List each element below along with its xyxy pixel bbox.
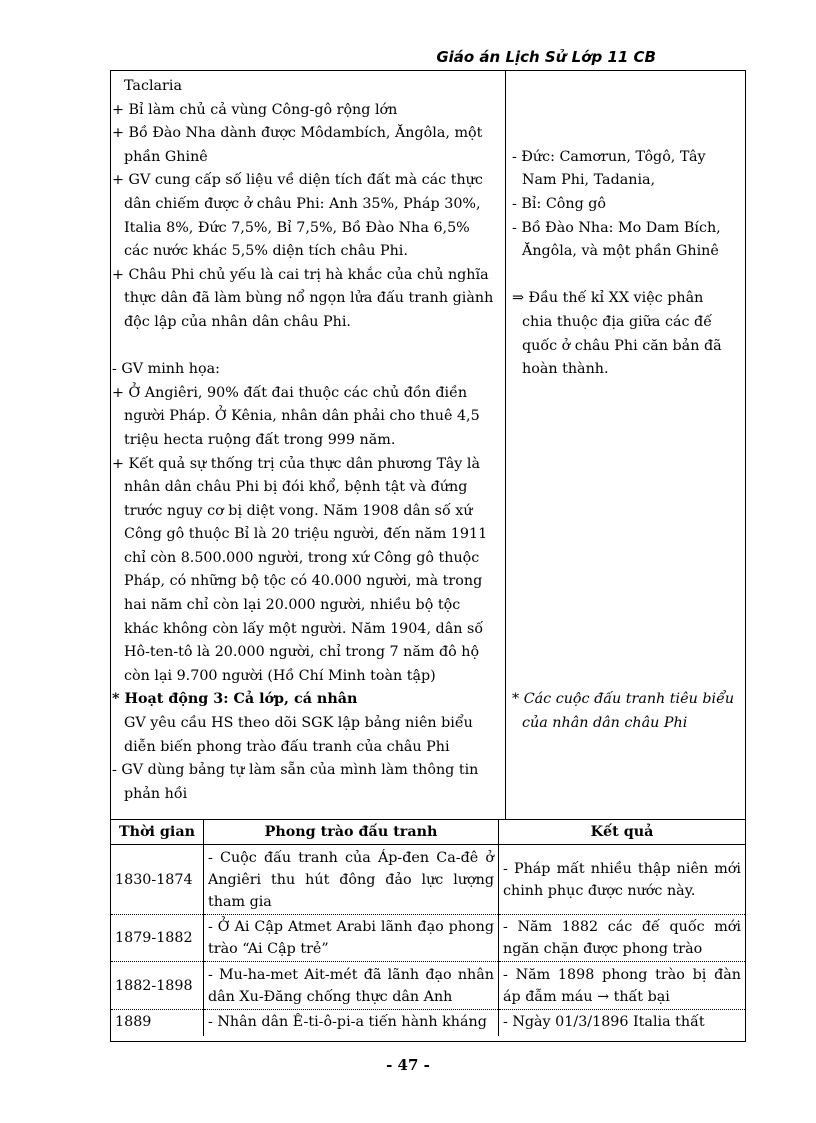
left-text-line: GV yêu cầu HS theo dõi SGK lập bảng niên biểu bbox=[124, 715, 473, 732]
left-text-line: dân chiếm được ở châu Phi: Anh 35%, Pháp 30%, bbox=[124, 195, 481, 212]
page-header-title: Giáo án Lịch Sử Lớp 11 CB bbox=[436, 48, 656, 66]
right-text-line bbox=[512, 665, 742, 689]
row-movement: - Mu-ha-met Ait-mét đã lãnh đạo nhân dân Xu-Đăng chống thực dân Anh bbox=[204, 962, 499, 1010]
left-column bbox=[112, 75, 500, 806]
left-text-line: nhân dân châu Phi bị đói khổ, bệnh tật và đứng bbox=[124, 479, 468, 496]
left-text-line: + Châu Phi chủ yếu là cai trị hà khắc của chủ nghĩa bbox=[112, 266, 489, 283]
left-text-line: triệu hecta ruộng đất trong 999 năm. bbox=[124, 431, 396, 448]
column-divider bbox=[505, 70, 506, 820]
right-text-line bbox=[512, 618, 742, 642]
left-text-line: Pháp, có những bộ tộc có 40.000 người, mà trong bbox=[124, 573, 483, 590]
right-text-line bbox=[512, 641, 742, 665]
table-row bbox=[111, 845, 746, 915]
table-row bbox=[111, 1010, 746, 1036]
left-text-line: diễn biến phong trào đấu tranh của châu Phi bbox=[124, 738, 450, 755]
right-text-line: của nhân dân châu Phi bbox=[522, 715, 688, 732]
right-text-line bbox=[512, 453, 742, 477]
right-text-line: ⇒ Đầu thế kỉ XX việc phân bbox=[512, 290, 704, 307]
left-text-line: - GV dùng bảng tự làm sẵn của mình làm thông tin bbox=[112, 762, 479, 779]
left-text-line: + Ở Angiêri, 90% đất đai thuộc các chủ đồn điền bbox=[112, 384, 468, 401]
right-text-line bbox=[512, 405, 742, 429]
header-result: Kết quả bbox=[499, 820, 746, 845]
right-text-line bbox=[512, 594, 742, 618]
right-text-line bbox=[512, 75, 742, 99]
table-row bbox=[111, 962, 746, 1010]
header-time: Thời gian bbox=[111, 820, 204, 845]
page-number: - 47 - bbox=[386, 1056, 430, 1074]
right-text-line bbox=[512, 476, 742, 500]
left-text-line: độc lập của nhân dân châu Phi. bbox=[124, 313, 351, 330]
table-header-row bbox=[111, 820, 746, 845]
right-text-line: hoàn thành. bbox=[522, 361, 609, 378]
left-text-line: hai năm chỉ còn lại 20.000 người, nhiều bộ tộc bbox=[124, 597, 461, 614]
left-text-line: các nước khác 5,5% diện tích châu Phi. bbox=[124, 243, 408, 260]
left-text-line: * Hoạt động 3: Cả lớp, cá nhân bbox=[112, 691, 358, 708]
right-text-line bbox=[512, 500, 742, 524]
right-text-line: - Đức: Camơrun, Tôgô, Tây bbox=[512, 148, 706, 165]
left-text-line: Taclaria bbox=[124, 78, 182, 94]
right-text-line: quốc ở châu Phi căn bản đã bbox=[522, 337, 722, 354]
right-text-line: Nam Phi, Tadania, bbox=[522, 172, 656, 189]
row-time: 1882-1898 bbox=[111, 962, 204, 1010]
row-result: - Ngày 01/3/1896 Italia thất bbox=[499, 1010, 746, 1036]
row-movement: - Cuộc đấu tranh của Áp-đen Ca-đê ở Angiêri thu hút đông đảo lực lượng tham gia bbox=[204, 845, 499, 915]
left-text-line: chỉ còn 8.500.000 người, trong xứ Công gô thuộc bbox=[124, 549, 480, 566]
left-text-line: thực dân đã làm bùng nổ ngọn lửa đấu tranh giành bbox=[124, 290, 494, 307]
uprising-table bbox=[110, 819, 746, 1036]
right-text-line bbox=[512, 122, 742, 146]
left-text-line: còn lại 9.700 người (Hồ Chí Minh toàn tập) bbox=[124, 667, 436, 684]
left-text-line: Công gô thuộc Bỉ là 20 triệu người, đến năm 1911 bbox=[124, 526, 488, 543]
row-result: - Năm 1882 các đế quốc mới ngăn chặn được phong trào bbox=[499, 915, 746, 962]
left-text-line: + Kết quả sự thống trị của thực dân phương Tây là bbox=[112, 455, 480, 472]
right-text-line bbox=[512, 429, 742, 453]
left-text-line: Italia 8%, Đức 7,5%, Bỉ 7,5%, Bồ Đào Nha 6,5% bbox=[124, 219, 470, 236]
left-text-line: + GV cung cấp số liệu về diện tích đất mà các thực bbox=[112, 172, 483, 189]
left-text-line: phần Ghinê bbox=[124, 148, 208, 165]
row-movement: - Nhân dân Ê-ti-ô-pi-a tiến hành kháng bbox=[204, 1010, 499, 1036]
right-text-line bbox=[512, 99, 742, 123]
right-text-line: - Bỉ: Công gô bbox=[512, 195, 607, 212]
row-time: 1879-1882 bbox=[111, 915, 204, 962]
row-time: 1830-1874 bbox=[111, 845, 204, 915]
right-column bbox=[512, 75, 742, 736]
right-text-line: Ăngôla, và một phần Ghinê bbox=[522, 243, 719, 260]
right-text-line bbox=[512, 382, 742, 406]
left-text-line: Hô-ten-tô là 20.000 người, chỉ trong 7 năm đô hộ bbox=[124, 644, 480, 661]
header-movement: Phong trào đấu tranh bbox=[204, 820, 499, 845]
left-text-line bbox=[112, 335, 500, 359]
right-text-line bbox=[512, 523, 742, 547]
left-text-line: người Pháp. Ở Kênia, nhân dân phải cho thuê 4,5 bbox=[124, 408, 480, 425]
row-movement: - Ở Ai Cập Atmet Arabi lãnh đạo phong trào “Ai Cập trẻ” bbox=[204, 915, 499, 962]
right-text-line: chia thuộc địa giữa các đế bbox=[522, 313, 712, 330]
left-text-line: khác không còn lấy một người. Năm 1904, dân số bbox=[124, 620, 484, 637]
row-result: - Pháp mất nhiều thập niên mới chinh phục được nước này. bbox=[499, 845, 746, 915]
left-text-line: + Bồ Đào Nha dành được Môdambích, Ăngôla, một bbox=[112, 125, 483, 142]
left-text-line: + Bỉ làm chủ cả vùng Công-gô rộng lớn bbox=[112, 101, 398, 118]
left-text-line: trước nguy cơ bị diệt vong. Năm 1908 dân số xứ bbox=[124, 502, 473, 519]
table-row bbox=[111, 915, 746, 962]
right-text-line bbox=[512, 547, 742, 571]
left-text-line: phản hồi bbox=[124, 785, 188, 802]
row-time: 1889 bbox=[111, 1010, 204, 1036]
right-text-line: * Các cuộc đấu tranh tiêu biểu bbox=[512, 691, 735, 708]
left-text-line: - GV minh họa: bbox=[112, 361, 220, 378]
right-text-line: - Bồ Đào Nha: Mo Dam Bích, bbox=[512, 219, 721, 236]
row-result: - Năm 1898 phong trào bị đàn áp đẫm máu → thất bại bbox=[499, 962, 746, 1010]
right-text-line bbox=[512, 264, 742, 288]
right-text-line bbox=[512, 570, 742, 594]
